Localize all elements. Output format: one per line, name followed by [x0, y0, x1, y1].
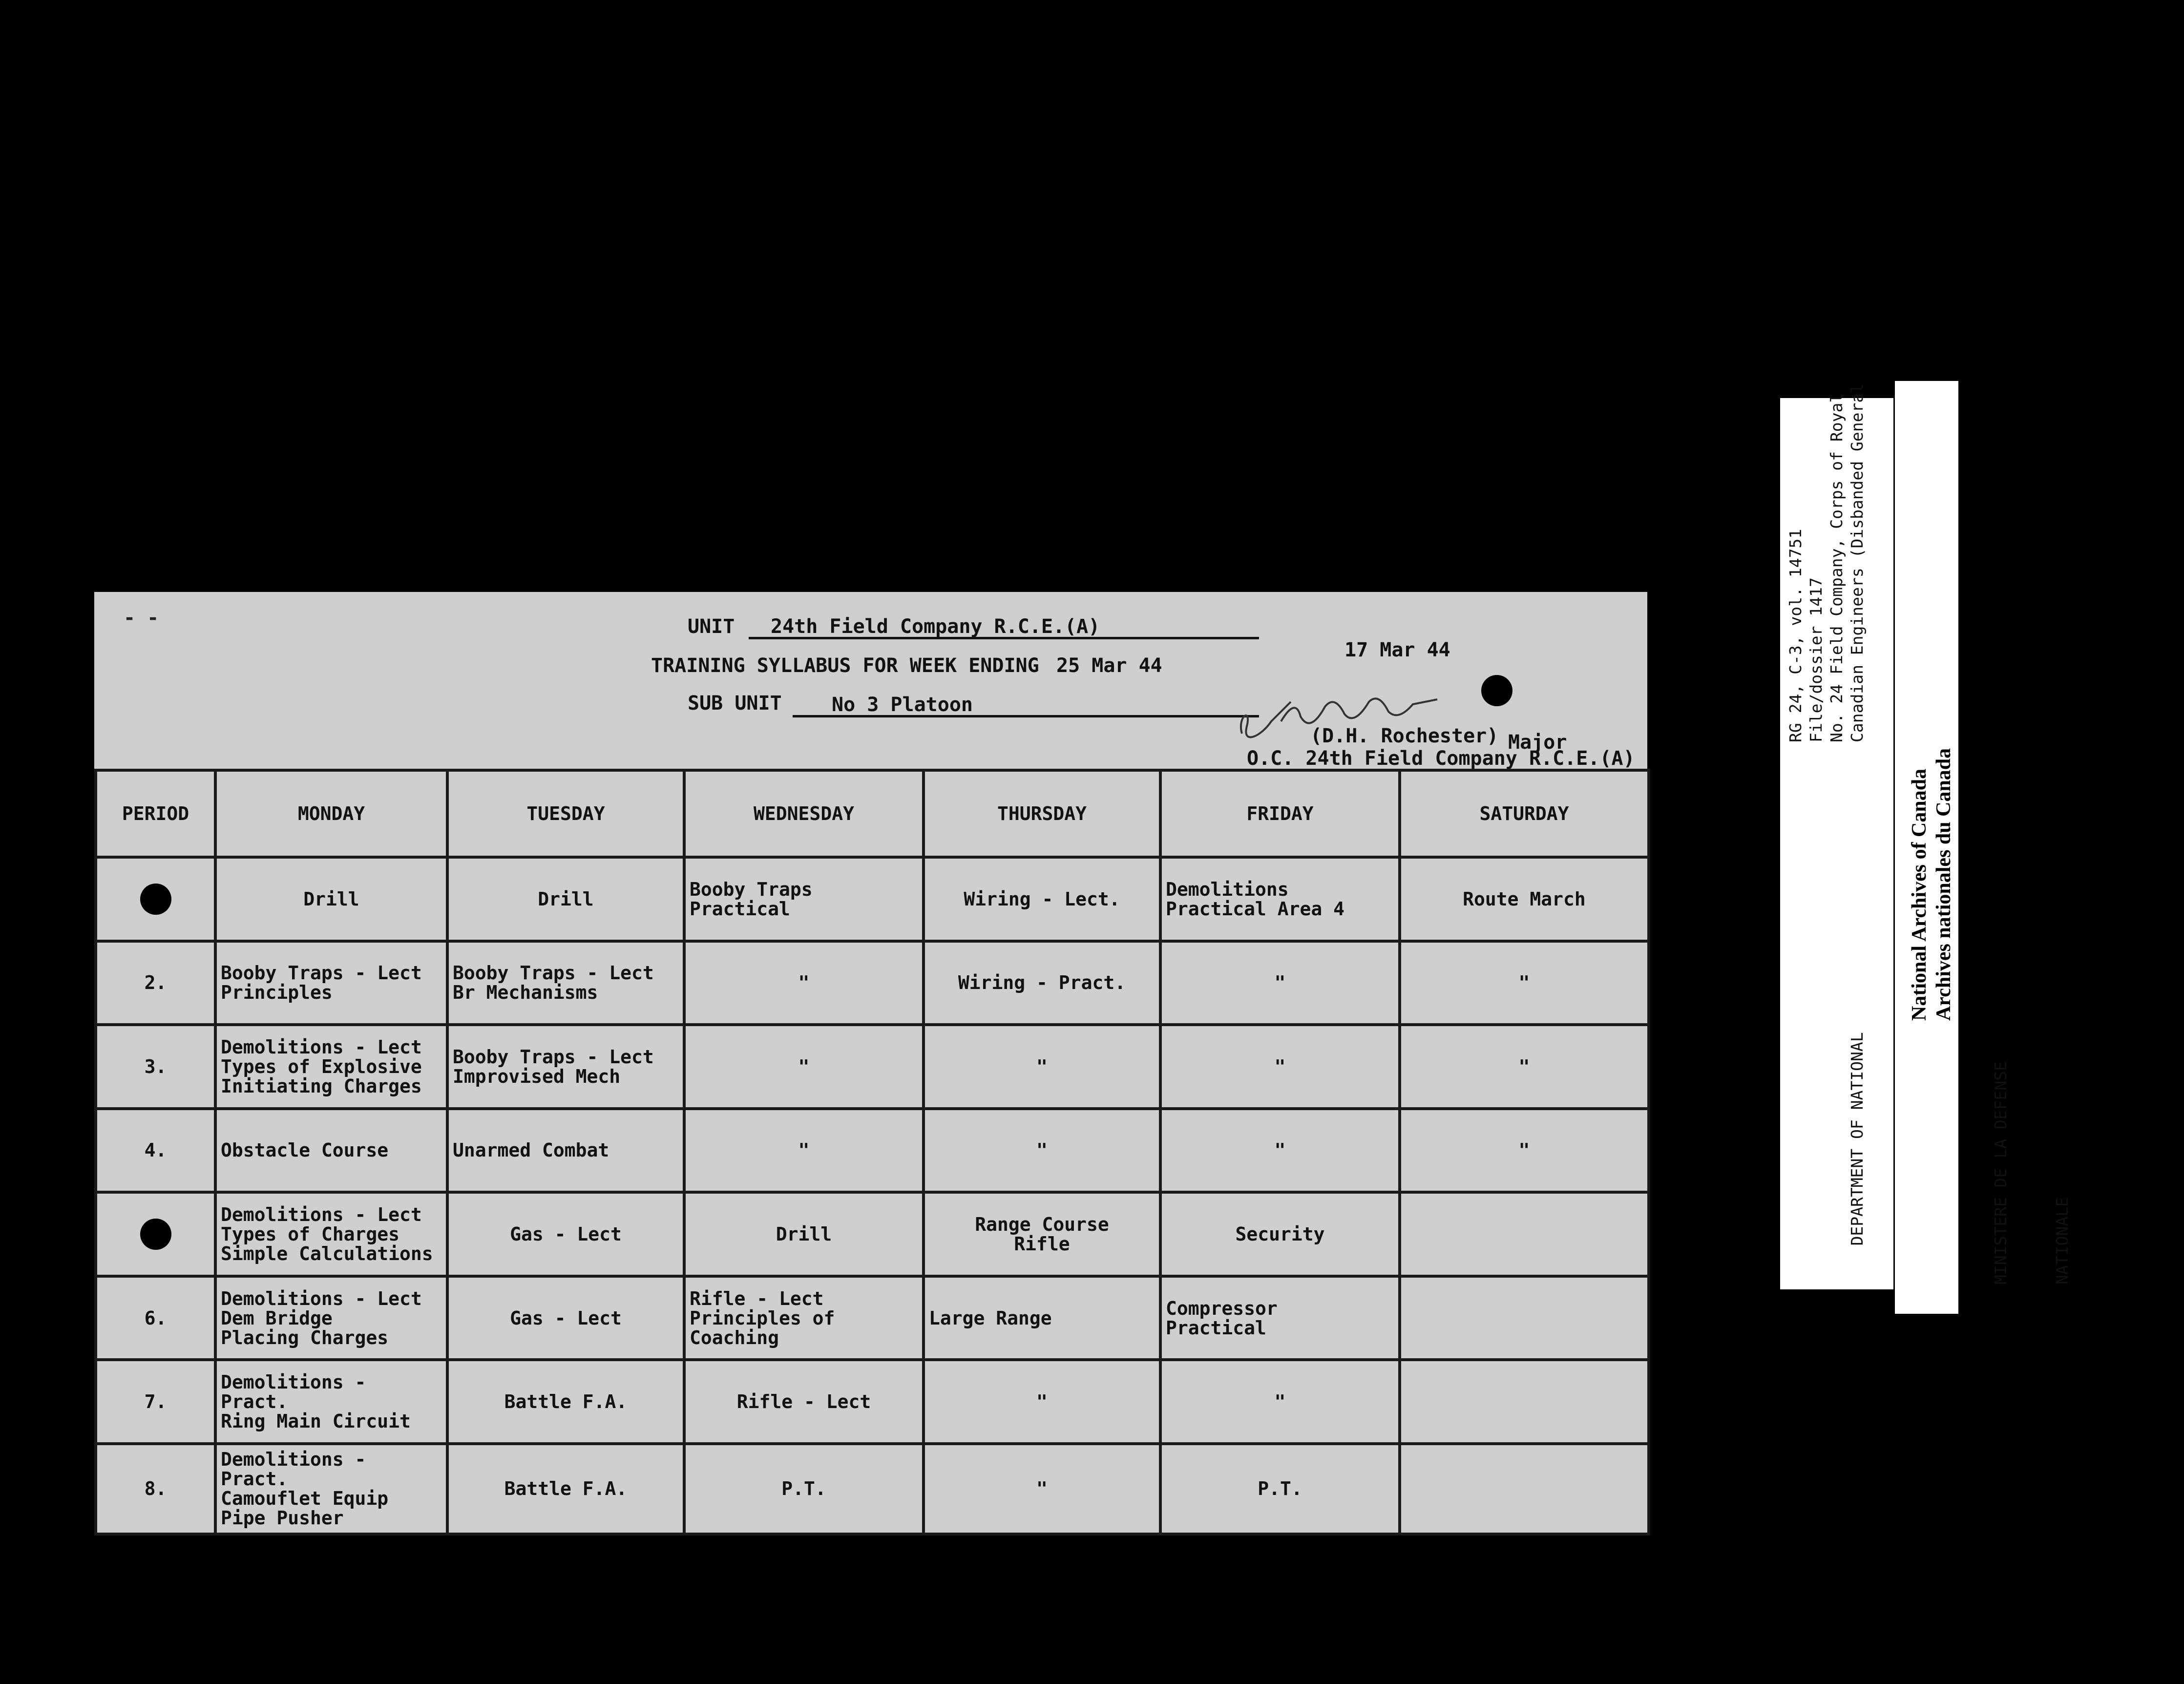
table-cell: Demolitions Practical Area 4 [1160, 857, 1400, 941]
table-cell: " [1400, 1025, 1649, 1109]
table-cell: " [924, 1109, 1160, 1193]
table-row [96, 1192, 1649, 1276]
table-cell: Route March [1400, 857, 1649, 941]
table-cell: Security [1160, 1192, 1400, 1276]
table-cell: " [684, 1025, 924, 1109]
table-cell: Wiring - Pract. [924, 941, 1160, 1025]
nac-stamp-text [1907, 748, 1956, 1021]
table-cell: Obstacle Course [215, 1109, 447, 1193]
signature-rank: Major [1508, 731, 1567, 754]
nac-english: National Archives of Canada [1908, 768, 1931, 1021]
period-cell: 4. [96, 1109, 215, 1193]
table-cell: Drill [684, 1192, 924, 1276]
table-cell: Demolitions - Pract. Ring Main Circuit [215, 1360, 447, 1444]
table-row [96, 1444, 1649, 1534]
table-row [96, 857, 1649, 941]
table-cell: " [684, 1109, 924, 1193]
period-cell: 8. [96, 1444, 215, 1534]
table-header-row [96, 770, 1649, 857]
table-cell: Unarmed Combat [447, 1109, 684, 1193]
column-header: WEDNESDAY [684, 770, 924, 857]
period-cell: 3. [96, 1025, 215, 1109]
table-cell: Wiring - Lect. [924, 857, 1160, 941]
table-cell: " [684, 941, 924, 1025]
table-cell: Battle F.A. [447, 1444, 684, 1534]
table-cell: Demolitions - Lect Types of Charges Simple Calculations [215, 1192, 447, 1276]
table-cell: Booby Traps - Lect Br Mechanisms [447, 941, 684, 1025]
table-row [96, 1109, 1649, 1193]
table-cell: Booby Traps - Lect Improvised Mech [447, 1025, 684, 1109]
table-cell: Drill [215, 857, 447, 941]
sub-unit-underline [793, 715, 1259, 717]
table-cell: Range Course Rifle [924, 1192, 1160, 1276]
table-cell: Demolitions - Pract. Camouflet Equip Pipe Pusher [215, 1444, 447, 1534]
signature-name: (D.H. Rochester) [1310, 725, 1499, 747]
dept-line-4: NATIONALE [2053, 1197, 2072, 1284]
table-cell: " [924, 1360, 1160, 1444]
sub-unit-label: SUB UNIT [688, 692, 782, 715]
table-cell: " [1160, 941, 1400, 1025]
archive-description-1: No. 24 Field Company, Corps of Royal [1827, 393, 1846, 742]
syllabus-label: TRAINING SYLLABUS FOR WEEK ENDING [651, 654, 1039, 677]
table-cell [1400, 1444, 1649, 1534]
sub-unit-value: No 3 Platoon [832, 694, 973, 716]
table-cell: Gas - Lect [447, 1276, 684, 1360]
table-cell [1400, 1360, 1649, 1444]
table-cell: Booby Traps Practical [684, 857, 924, 941]
table-cell: " [1160, 1360, 1400, 1444]
column-header: THURSDAY [924, 770, 1160, 857]
table-cell: " [1400, 1109, 1649, 1193]
column-header: PERIOD [96, 770, 215, 857]
table-cell [1400, 1192, 1649, 1276]
table-cell: " [1160, 1109, 1400, 1193]
signature-title: O.C. 24th Field Company R.C.E.(A) [1247, 747, 1635, 770]
syllabus-sheet [94, 592, 1647, 1536]
table-cell: Rifle - Lect Principles of Coaching [684, 1276, 924, 1360]
table-cell: Battle F.A. [447, 1360, 684, 1444]
table-cell: Drill [447, 857, 684, 941]
period-cell [96, 857, 215, 941]
period-cell: 6. [96, 1276, 215, 1360]
table-cell: " [1160, 1025, 1400, 1109]
table-cell: Rifle - Lect [684, 1360, 924, 1444]
table-cell: P.T. [1160, 1444, 1400, 1534]
corner-mark: - - [124, 607, 159, 629]
archive-file: File/dossier 1417 [1806, 577, 1826, 742]
nac-french: Archives nationales du Canada [1932, 748, 1955, 1021]
archive-ref: RG 24, C-3, vol. 14751 [1786, 528, 1805, 742]
table-row [96, 1360, 1649, 1444]
table-cell [1400, 1276, 1649, 1360]
training-schedule-table [94, 769, 1650, 1536]
punch-hole [140, 1219, 171, 1250]
table-cell: Large Range [924, 1276, 1160, 1360]
archive-description-2: Canadian Engineers (Disbanded General [1848, 383, 1867, 742]
document-date: 17 Mar 44 [1344, 639, 1450, 661]
table-cell: " [924, 1025, 1160, 1109]
table-cell: Demolitions - Lect Dem Bridge Placing Charges [215, 1276, 447, 1360]
table-row [96, 1025, 1649, 1109]
column-header: MONDAY [215, 770, 447, 857]
table-cell: Demolitions - Lect Types of Explosive Initiating Charges [215, 1025, 447, 1109]
period-cell: 2. [96, 941, 215, 1025]
dept-line-1: DEPARTMENT OF NATIONAL [1848, 1032, 1867, 1246]
table-cell: " [1400, 941, 1649, 1025]
unit-label: UNIT [688, 615, 735, 638]
punch-hole [140, 884, 171, 915]
week-ending: 25 Mar 44 [1056, 654, 1162, 677]
column-header: TUESDAY [447, 770, 684, 857]
column-header: SATURDAY [1400, 770, 1649, 857]
table-cell: Booby Traps - Lect Principles [215, 941, 447, 1025]
table-cell: Compressor Practical [1160, 1276, 1400, 1360]
table-row [96, 1276, 1649, 1360]
dept-line-3: MINISTERE DE LA DEFENSE [1991, 1061, 2010, 1284]
period-cell: 7. [96, 1360, 215, 1444]
table-cell: Gas - Lect [447, 1192, 684, 1276]
table-cell: P.T. [684, 1444, 924, 1534]
table-cell: " [924, 1444, 1160, 1534]
period-cell [96, 1192, 215, 1276]
column-header: FRIDAY [1160, 770, 1400, 857]
archive-reference-text [1785, 0, 1868, 742]
table-row [96, 941, 1649, 1025]
unit-value: 24th Field Company R.C.E.(A) [771, 615, 1100, 638]
unit-underline [749, 637, 1259, 639]
